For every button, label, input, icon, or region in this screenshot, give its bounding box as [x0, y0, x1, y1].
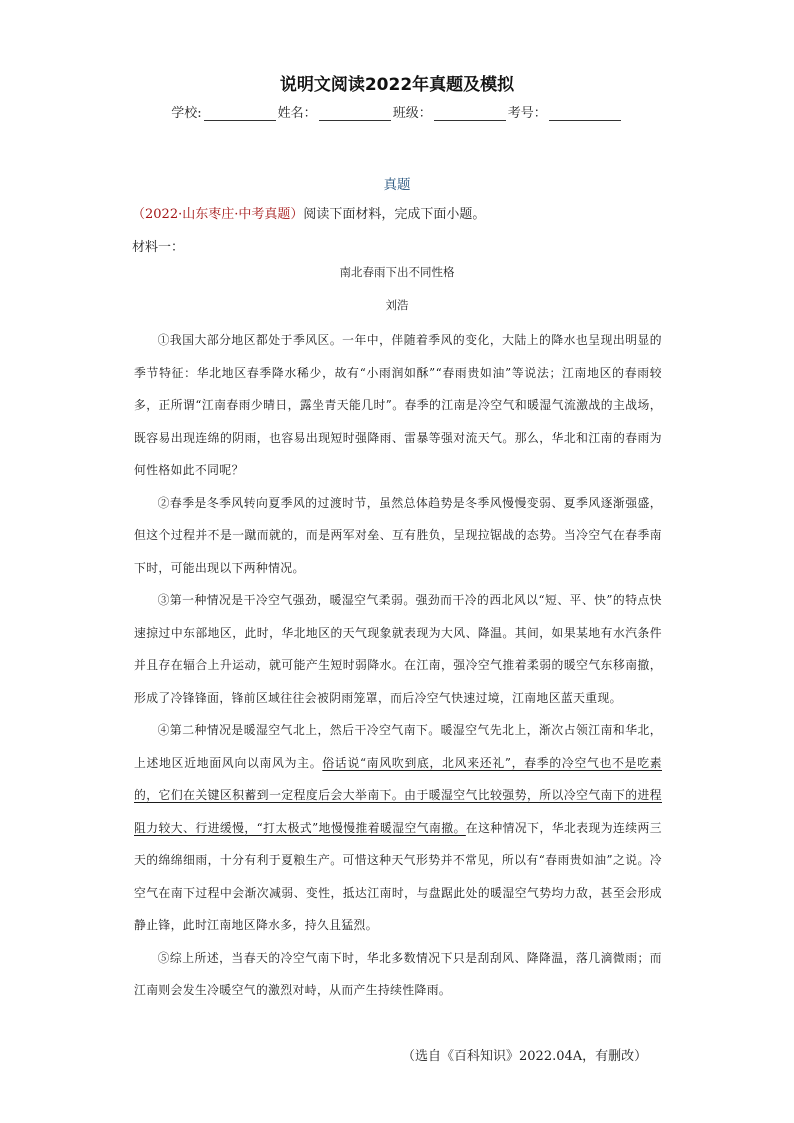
- paragraph-4-start: ④第二种情况是暖湿空气北上，然后干冷空气南下。暖湿空气先北上，渐次占领江南和华北，上述地区近地面风向以南风为主。: [134, 723, 662, 770]
- article-body: [134, 324, 662, 1007]
- name-label: 姓名：: [277, 106, 317, 121]
- page-title: 说明文阅读2022年真题及模拟: [279, 75, 515, 95]
- article-source-note: （选自《百科知识》2022.04A，有删改）: [402, 1049, 648, 1064]
- id-blank[interactable]: [549, 106, 621, 121]
- material-label: 材料一：: [132, 240, 185, 255]
- student-info-line: [0, 102, 794, 121]
- paragraph-1: ①我国大部分地区都处于季风区。一年中，伴随着季风的变化，大陆上的降水也呈现出明显的季节特征：华北地区春季降水稀少，故有“小雨润如酥”“春雨贵如油”等说法；江南地区的春雨较多，正所谓“江南春雨少晴日，露坐青天能几时”。春季的江南是冷空气和暖湿气流激战的主战场，既容易出现连绵的阴雨，也容易出现短时强降雨、雷暴等强对流天气。那么，华北和江南的春雨为何性格如此不同呢？: [134, 333, 662, 477]
- article-author: 刘浩: [385, 298, 409, 312]
- school-label: 学校:: [171, 106, 202, 121]
- question-instruction: 阅读下面材料，完成下面小题。: [303, 207, 486, 222]
- question-source: （2022·山东枣庄·中考真题）: [132, 207, 304, 222]
- class-blank[interactable]: [434, 106, 506, 121]
- paragraph-4: [134, 714, 662, 942]
- paragraph-4-end: 在这种情况下，华北表现为连续两三天的绵绵细雨，十分有利于夏粮生产。可惜这种天气形势并不常见，所以有“春雨贵如油”之说。冷空气在南下过程中会渐次减弱、变性，抵达江南时，与盘踞此处的暖湿空气势均力敌，甚至会形成静止锋，此时江南地区降水多，持久且猛烈。: [134, 820, 663, 932]
- paragraph-4-underlined: 俗话说“南风吹到底，北风来还礼”，春季的冷空气也不是吃素的，它们在关键区积蓄到一定程度后会大举南下。由于暖湿空气比较强势，所以冷空气南下的进程阻力较大、行进缓慢，“打太极式”地慢慢推着暖湿空气南撤。: [134, 755, 662, 835]
- paragraph-3: ③第一种情况是干冷空气强劲，暖湿空气柔弱。强劲而干冷的西北风以“短、平、快”的特点快速掠过中东部地区，此时，华北地区的天气现象就表现为大风、降温。其间，如果某地有水汽条件并且存在辐合上升运动，就可能产生短时弱降水。在江南，强冷空气推着柔弱的暖空气东移南撤，形成了冷锋锋面，锋前区域往往会被阴雨笼罩，而后冷空气快速过境，江南地区蓝天重现。: [134, 593, 662, 705]
- name-blank[interactable]: [319, 106, 391, 121]
- id-label: 考号：: [507, 106, 547, 121]
- paragraph-5: ⑤综上所述，当春天的冷空气南下时，华北多数情况下只是刮刮风、降降温，落几滴微雨；而江南则会发生冷暖空气的激烈对峙，从而产生持续性降雨。: [134, 950, 662, 997]
- class-label: 班级：: [392, 106, 432, 121]
- question-intro: [132, 203, 485, 222]
- paragraph-2: ②春季是冬季风转向夏季风的过渡时节，虽然总体趋势是冬季风慢慢变弱、夏季风逐渐强盛，但这个过程并不是一蹴而就的，而是两军对垒、互有胜负，呈现拉锯战的态势。当冷空气在春季南下时，可能出现以下两种情况。: [134, 495, 662, 575]
- section-title: 真题: [383, 177, 411, 193]
- article-title: 南北春雨下出不同性格: [339, 265, 455, 279]
- school-blank[interactable]: [204, 106, 276, 121]
